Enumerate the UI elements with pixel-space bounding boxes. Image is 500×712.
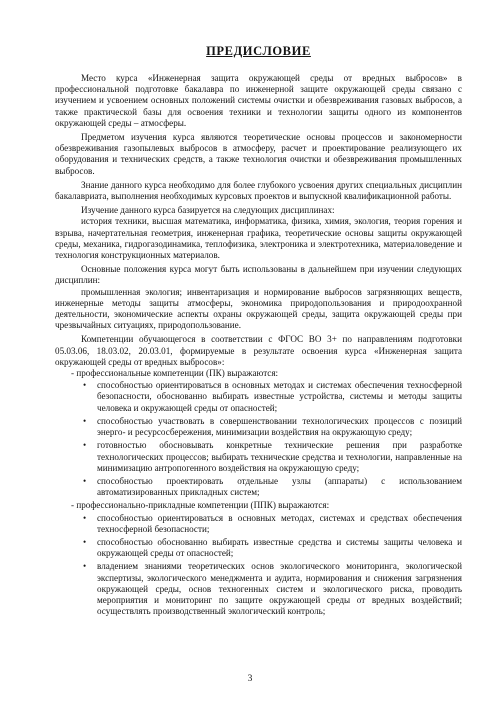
list-item: • способностью обоснованно выбирать известные средства и системы защиты человека и окружающей среды от опасностей;: [83, 536, 462, 559]
list-item: • способностью ориентироваться в основных методах, системах и средствах обеспечения техносферной безопасности;: [83, 512, 462, 534]
bullet-icon: •: [83, 415, 87, 426]
page-title: ПРЕДИСЛОВИЕ: [206, 44, 311, 58]
list-item: • способностью участвовать в совершенствовании технологических процессов с позиций энерго- и ресурсосбережения, минимизации воздействия на окружающую среду;: [83, 415, 462, 438]
paragraph-based-on: Изучение данного курса базируется на следующих дисциплинах:: [81, 205, 335, 216]
ppk-list: [55, 513, 462, 618]
pk-heading: - профессиональные компетенции (ПК) выражаются:: [71, 368, 279, 379]
bullet-icon: •: [83, 561, 87, 572]
paragraph-competences: Компетенции обучающегося в соответствии с ФГОС ВО 3+ по направлениям подготовки 05.03.06, 18.03.02, 20.03.01, формируемые в результате освоения курса «Инженерная защита окружающей среды от вредных выбросов»:: [55, 334, 462, 367]
paragraph-further-use: Основные положения курса могут быть использованы в дальнейшем при изучении следующих дисциплин:: [55, 264, 462, 286]
page-number: 3: [247, 674, 253, 684]
bullet-icon: •: [83, 440, 87, 451]
bullet-icon: •: [83, 536, 87, 547]
list-item: • готовностью обосновывать конкретные технические решения при разработке технологических процессов; выбирать технические средства и технологии, направленные на минимизацию антропогенного воздействия на окружающую среду;: [83, 440, 462, 473]
bullet-icon: •: [83, 475, 87, 486]
list-item: • способностью проектировать отдельные узлы (аппараты) с использованием автоматизированных прикладных систем;: [83, 475, 462, 498]
list-item: • владением знаниями теоретических основ экологического мониторинга, экологической экспертизы, экологического менеджмента и аудита, нормирования и снижения загрязнения окружающей среды, основ техногенных систем и экологического риска, проводить мероприятия и мониторинг по защите окружающей среды от вредных воздействий; осуществлять производственный экологический контроль;: [83, 561, 462, 617]
list-item: • способностью ориентироваться в основных методах и системах обеспечения техносферной безопасности, обоснованно выбирать известные устройства, системы и методы защиты человека и окружающей среды от опасностей;: [83, 380, 462, 413]
paragraph-further-disciplines: промышленная экология; инвентаризация и нормирование выбросов загрязняющих веществ, инженерные методы защиты атмосферы, экономика природопользования и природоохранной деятельности, экономические аспекты охраны окружающей среды, защита окружающей среды при чрезвычайных ситуациях, природопользование.: [55, 286, 462, 331]
pk-list: [55, 380, 462, 498]
bullet-icon: •: [83, 512, 87, 523]
paragraph-knowledge: Знание данного курса необходимо для более глубокого усвоения других специальных дисциплин бакалавриата, выполнения необходимых курсовых проектов и выпускной квалификационной работы.: [55, 179, 462, 202]
ppk-heading: - профессионально-прикладные компетенции (ППК) выражаются:: [71, 500, 330, 511]
bullet-icon: •: [83, 380, 87, 391]
paragraph-disciplines-list: история техники, высшая математика, информатика, физика, химия, экология, теория горения и взрыва, начертательная геометрия, инженерная графика, теоретические основы защиты окружающей среды, механика, гидрогазодинамика, теплофизика, электроника и электротехника, материаловедение и технология конструкционных материалов.: [55, 216, 462, 261]
paragraph-course-place: Место курса «Инженерная защита окружающей среды от вредных выбросов» в профессиональной подготовке бакалавра по инженерной защите окружающей среды связано с изучением и усвоением основных положений системы очистки и обезвреживания газовых выбросов, а также практической базы для освоения техники и технологии защиты одного из компонентов окружающей среды – атмосферы.: [55, 73, 462, 128]
paragraph-subject: Предметом изучения курса являются теоретические основы процессов и закономерности обезвреживания газопылевых выбросов в атмосферу, расчет и проектирование реализующего их оборудования и технических средств, а также технология очистки и обезвреживания промышленных выбросов.: [55, 132, 462, 176]
